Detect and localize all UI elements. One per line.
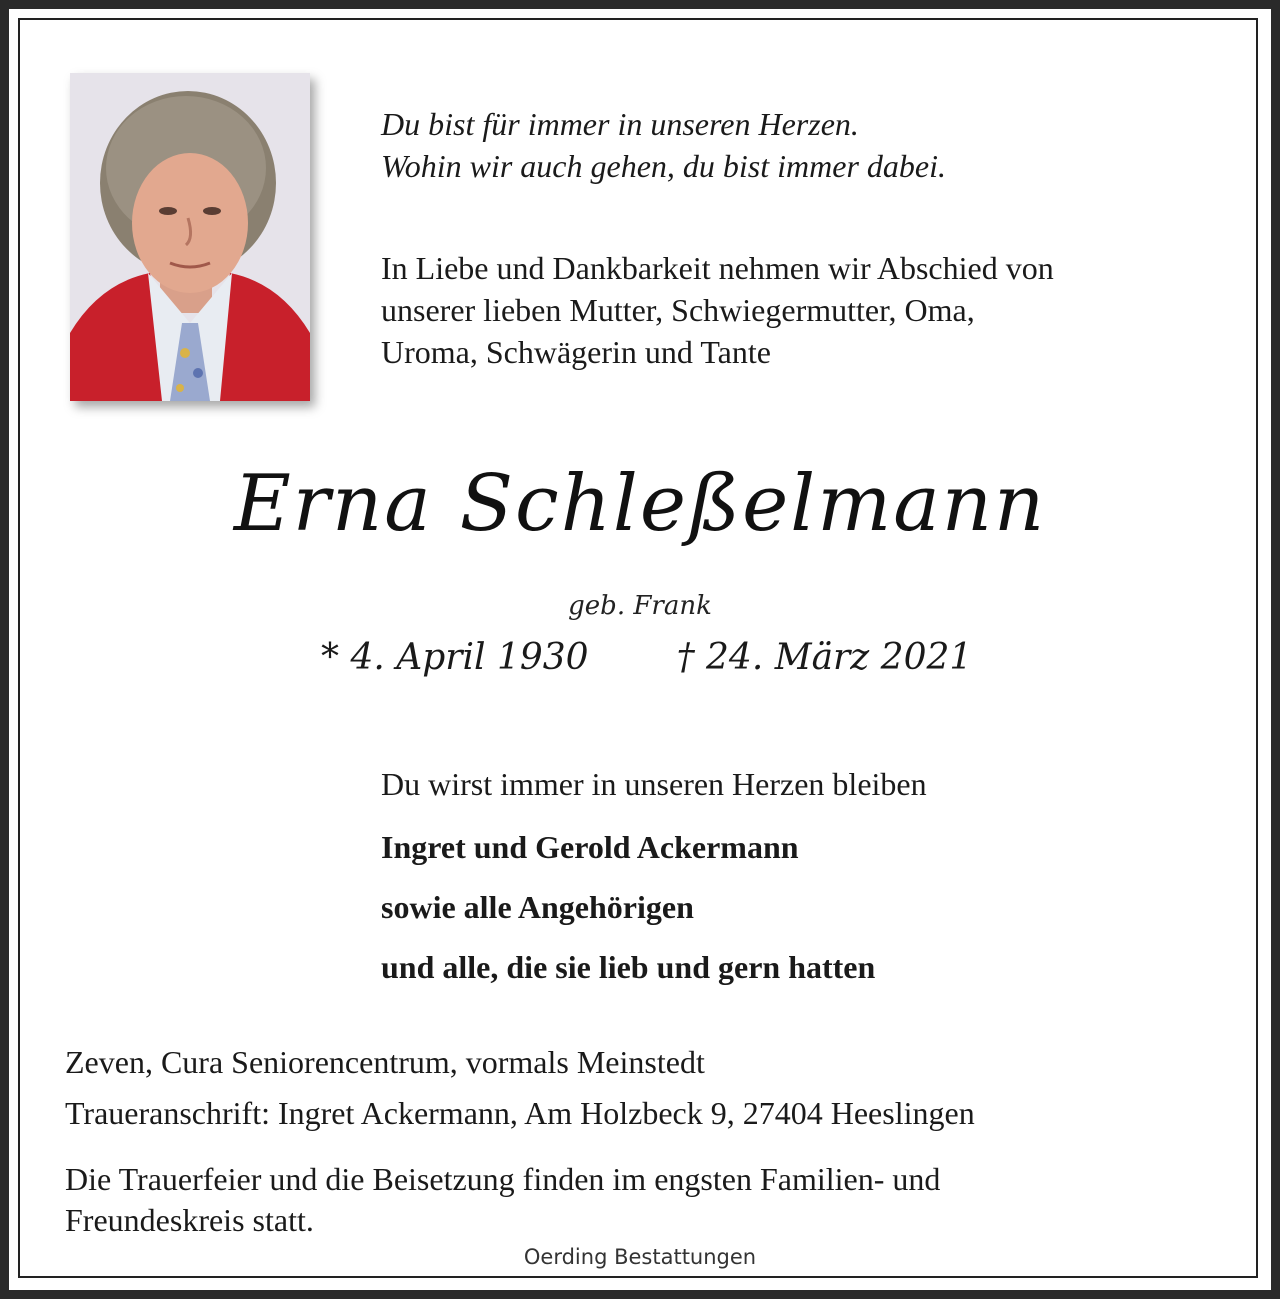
service-line: Die Trauerfeier und die Beisetzung finden im engsten Familien- und [65,1161,941,1197]
place-info [65,1037,975,1139]
intro-line: In Liebe und Dankbarkeit nehmen wir Abschied von [381,250,1054,286]
intro-line: unserer lieben Mutter, Schwiegermutter, Oma, [381,292,975,328]
service-line: Freundeskreis statt. [65,1202,314,1238]
mourner-line: und alle, die sie lieb und gern hatten [381,949,876,985]
verse-line: Du bist für immer in unseren Herzen. [381,106,859,142]
verse-line: Wohin wir auch gehen, du bist immer dabei. [381,148,946,184]
life-dates [321,637,972,678]
memorial-verse [381,103,946,187]
intro-line: Uroma, Schwägerin und Tante [381,334,771,370]
obituary-notice [9,9,1271,1290]
birth-date: * 4. April 1930 [321,637,589,678]
mourners-list [381,827,875,1007]
mourner-line: sowie alle Angehörigen [381,889,694,925]
farewell-intro [381,247,1054,373]
location-line: Zeven, Cura Seniorencentrum, vormals Meinstedt [65,1044,705,1080]
birth-name: geb. Frank [568,591,712,621]
mourner-line: Ingret und Gerold Ackermann [381,829,799,865]
funeral-service-info [65,1159,940,1241]
closing-line: Du wirst immer in unseren Herzen bleiben [381,766,927,802]
death-date: † 24. März 2021 [676,637,973,678]
funeral-home-credit: Oerding Bestattungen [523,1245,757,1269]
portrait-photo [70,73,310,401]
deceased-name: Erna Schleßelmann [233,459,1047,549]
mourning-address: Traueranschrift: Ingret Ackermann, Am Holzbeck 9, 27404 Heeslingen [65,1095,975,1131]
